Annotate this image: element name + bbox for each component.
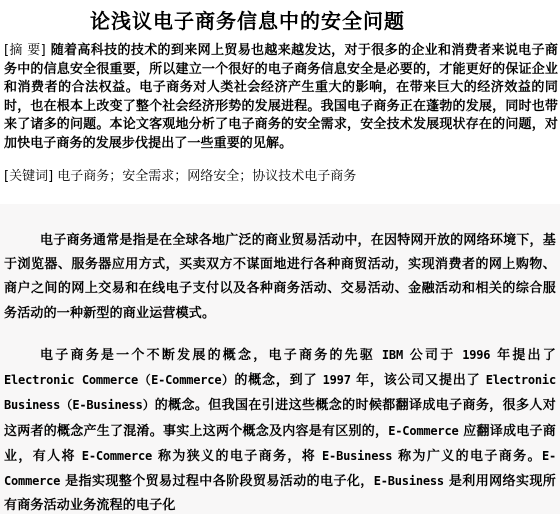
abstract-text: 随着高科技的技术的到来网上贸易也越来越发达，对于很多的企业和消费者来说电子商务中的信息安全很重要，所以建立一个很好的电子商务信息安全是必要的，才能更好的保证企业和消费者的合法权益。电子商务对人类社会经济产生重大的影响，在带来巨大的经济效益的同时，也在根本上改变了整个社会经济形势的发展进程。我国电子商务正在蓬勃的发展，同时也带来了诸多的问题。本论文客观地分析了电子商务的安全需求，安全技术发展现状存在的问题，对加快电子商务的发展步伐提出了一些重要的见解。 — [4, 43, 558, 151]
para2-text: 称为狭义的电子商务，将 — [152, 448, 323, 464]
para2-text: 是指实现整个贸易过程中各阶段贸易活动的电子化， — [60, 474, 374, 490]
abstract-label: [摘 要] — [4, 43, 46, 58]
para2-text: 的概念，到了 — [234, 373, 323, 389]
para2-text: 的概念。但我国在引进这些概念的时候都翻译成电子商务，很多人对这两者的概念产生了混淆。事实上这两个概念及内容是有区别的， — [4, 398, 556, 439]
para2-term: E-Business — [373, 474, 444, 489]
para2-text: 称为广义的电子商务。 — [392, 448, 542, 464]
para2-text: 是利用网络实现所有商务活动业务流程的电子化 — [4, 474, 557, 514]
para2-year: 1997 — [322, 373, 351, 388]
body-panel — [0, 204, 560, 514]
para2-text: 应翻译成电子商业，有人将 — [4, 423, 556, 464]
keywords-label: [关键词] — [4, 169, 54, 184]
para2-text: 公司于 — [402, 348, 463, 363]
para2-company: IBM — [381, 348, 403, 362]
para2-term: E-Commerce — [388, 423, 459, 438]
para2-text: 年，该公司又提出了 — [350, 373, 486, 389]
para2-term: Electronic Commerce（E-Commerce） — [4, 373, 235, 388]
para2-text: 年提出了 — [490, 348, 556, 363]
para2-term: Electronic Business（E-Business） — [4, 373, 556, 413]
para2-text: 电子商务是一个不断发展的概念，电子商务的先驱 — [40, 348, 382, 363]
abstract — [4, 42, 558, 154]
para2-term: E-Commerce — [81, 448, 153, 463]
keywords — [4, 168, 558, 186]
body-paragraph-1: 电子商务通常是指是在全球各地广泛的商业贸易活动中，在因特网开放的网络环境下，基于浏览器、服务器应用方式，买卖双方不谋面地进行各种商贸活动，实现消费者的网上购物、商户之间的网上交易和在线电子支付以及各种商务活动、交易活动、金融活动和相关的综合服务活动的一种新型的商业运营模式。 — [4, 233, 556, 321]
page-title: 论浅议电子商务信息中的安全问题 — [90, 9, 405, 33]
para2-term: E-Business — [322, 448, 393, 463]
para2-term: E-Commerce — [4, 448, 557, 489]
keywords-text: 电子商务；安全需求；网络安全；协议技术电子商务 — [57, 169, 357, 184]
para2-year: 1996 — [462, 348, 491, 362]
body-paragraph-2 — [4, 343, 556, 514]
